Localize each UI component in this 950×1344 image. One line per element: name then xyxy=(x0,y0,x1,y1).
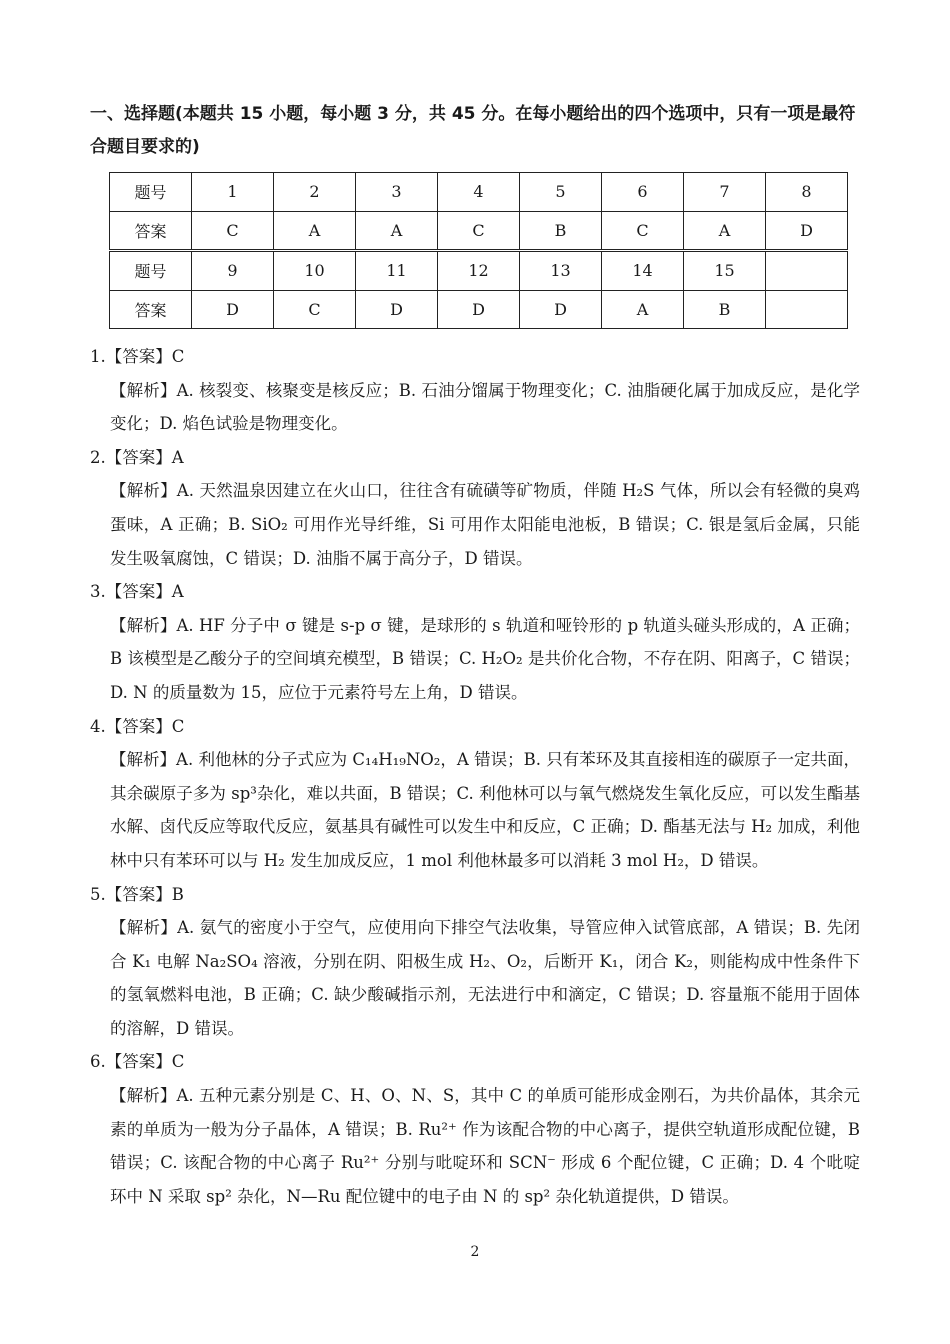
question-number: 11 xyxy=(356,251,438,291)
question-number: 13 xyxy=(520,251,602,291)
explanation-text: 【解析】A. 利他林的分子式应为 C₁₄H₁₉NO₂，A 错误；B. 只有苯环及其直接相连的碳原子一定共面，其余碳原子多为 sp³杂化，难以共面，B 错误；C. 利他林可以与氧气燃烧发生氧化反应，可以发生酯基水解、卤代反应等取代反应，氨基具有碱性可以发生中和反应，C 正确；D. 酯基无法与 H₂ 加成，利他林中只有苯环可以与 H₂ 发生加成反应，1 mol 利他林最多可以消耗 3 mol H₂，D 错误。 xyxy=(110,750,860,870)
answer-line: 6.【答案】C xyxy=(90,1052,185,1072)
question-number xyxy=(766,251,848,291)
question-block xyxy=(90,710,860,878)
question-block xyxy=(90,1045,860,1213)
answer-cell xyxy=(766,290,848,329)
answer-line: 2.【答案】A xyxy=(90,447,184,467)
table-row xyxy=(110,290,848,329)
question-number: 12 xyxy=(438,251,520,291)
question-number: 3 xyxy=(356,173,438,212)
answer-cell: C xyxy=(192,211,274,251)
question-number: 8 xyxy=(766,173,848,212)
explanation-text: 【解析】A. 核裂变、核聚变是核反应；B. 石油分馏属于物理变化；C. 油脂硬化属于加成反应，是化学变化；D. 焰色试验是物理变化。 xyxy=(110,380,860,434)
answer-cell: C xyxy=(274,290,356,329)
table-row xyxy=(110,251,848,291)
question-block xyxy=(90,878,860,1046)
answer-cell: C xyxy=(602,211,684,251)
question-number: 4 xyxy=(438,173,520,212)
question-block xyxy=(90,340,860,441)
answer-table xyxy=(109,172,848,329)
question-number: 5 xyxy=(520,173,602,212)
answer-cell: C xyxy=(438,211,520,251)
row-label: 题号 xyxy=(110,251,192,291)
question-block xyxy=(90,575,860,709)
question-number: 2 xyxy=(274,173,356,212)
explanation-text: 【解析】A. 氨气的密度小于空气，应使用向下排空气法收集，导管应伸入试管底部，A 错误；B. 先闭合 K₁ 电解 Na₂SO₄ 溶液，分别在阴、阳极生成 H₂、O₂，后断开 K₁，闭合 K₂，则能构成中性条件下的氢氧燃料电池，B 正确；C. 缺少酸碱指示剂，无法进行中和滴定，C 错误；D. 容量瓶不能用于固体的溶解，D 错误。 xyxy=(110,918,860,1038)
question-number: 1 xyxy=(192,173,274,212)
row-label: 题号 xyxy=(110,173,192,212)
table-row xyxy=(110,211,848,251)
answer-cell: D xyxy=(356,290,438,329)
explanation-text: 【解析】A. 天然温泉因建立在火山口，往往含有硫磺等矿物质，伴随 H₂S 气体，所以会有轻微的臭鸡蛋味，A 正确；B. SiO₂ 可用作光导纤维，Si 可用作太阳能电池板，B 错误；C. 银是氢后金属，只能发生吸氧腐蚀，C 错误；D. 油脂不属于高分子，D 错误。 xyxy=(110,481,860,568)
page-number: 2 xyxy=(470,1244,480,1260)
question-number: 6 xyxy=(602,173,684,212)
solutions-body xyxy=(90,340,860,1213)
answer-cell: A xyxy=(602,290,684,329)
answer-line: 1.【答案】C xyxy=(90,347,185,366)
answer-cell: A xyxy=(356,211,438,251)
question-number: 9 xyxy=(192,251,274,291)
question-block xyxy=(90,441,860,575)
question-number: 14 xyxy=(602,251,684,291)
answer-cell: D xyxy=(438,290,520,329)
table-row xyxy=(110,173,848,212)
answer-cell: B xyxy=(684,290,766,329)
question-number: 15 xyxy=(684,251,766,291)
answer-line: 5.【答案】B xyxy=(90,884,184,904)
row-label: 答案 xyxy=(110,211,192,251)
answer-cell: D xyxy=(192,290,274,329)
answer-line: 3.【答案】A xyxy=(90,582,184,602)
answer-cell: B xyxy=(520,211,602,251)
explanation-text: 【解析】A. 五种元素分别是 C、H、O、N、S，其中 C 的单质可能形成金刚石，为共价晶体，其余元素的单质为一般为分子晶体，A 错误；B. Ru²⁺ 作为该配合物的中心离子，提供空轨道形成配位键，B 错误；C. 该配合物的中心离子 Ru²⁺ 分别与吡啶环和 SCN⁻ 形成 6 个配位键，C 正确；D. 4 个吡啶环中 N 采取 sp² 杂化，N—Ru 配位键中的电子由 N 的 sp² 杂化轨道提供，D 错误。 xyxy=(110,1086,860,1206)
row-label: 答案 xyxy=(110,290,192,329)
answer-cell: A xyxy=(274,211,356,251)
explanation-text: 【解析】A. HF 分子中 σ 键是 s-p σ 键，是球形的 s 轨道和哑铃形的 p 轨道头碰头形成的，A 正确；B 该模型是乙酸分子的空间填充模型，B 错误；C. H₂O₂ 是共价化合物，不存在阴、阳离子，C 错误；D. N 的质量数为 15，应位于元素符号左上角，D 错误。 xyxy=(110,615,860,702)
answer-line: 4.【答案】C xyxy=(90,716,185,736)
answer-cell: D xyxy=(766,211,848,251)
question-number: 7 xyxy=(684,173,766,212)
section-heading: 一、选择题(本题共 15 小题，每小题 3 分，共 45 分。在每小题给出的四个选项中，只有一项是最符合题目要求的) xyxy=(90,104,856,157)
answer-cell: D xyxy=(520,290,602,329)
question-number: 10 xyxy=(274,251,356,291)
answer-cell: A xyxy=(684,211,766,251)
